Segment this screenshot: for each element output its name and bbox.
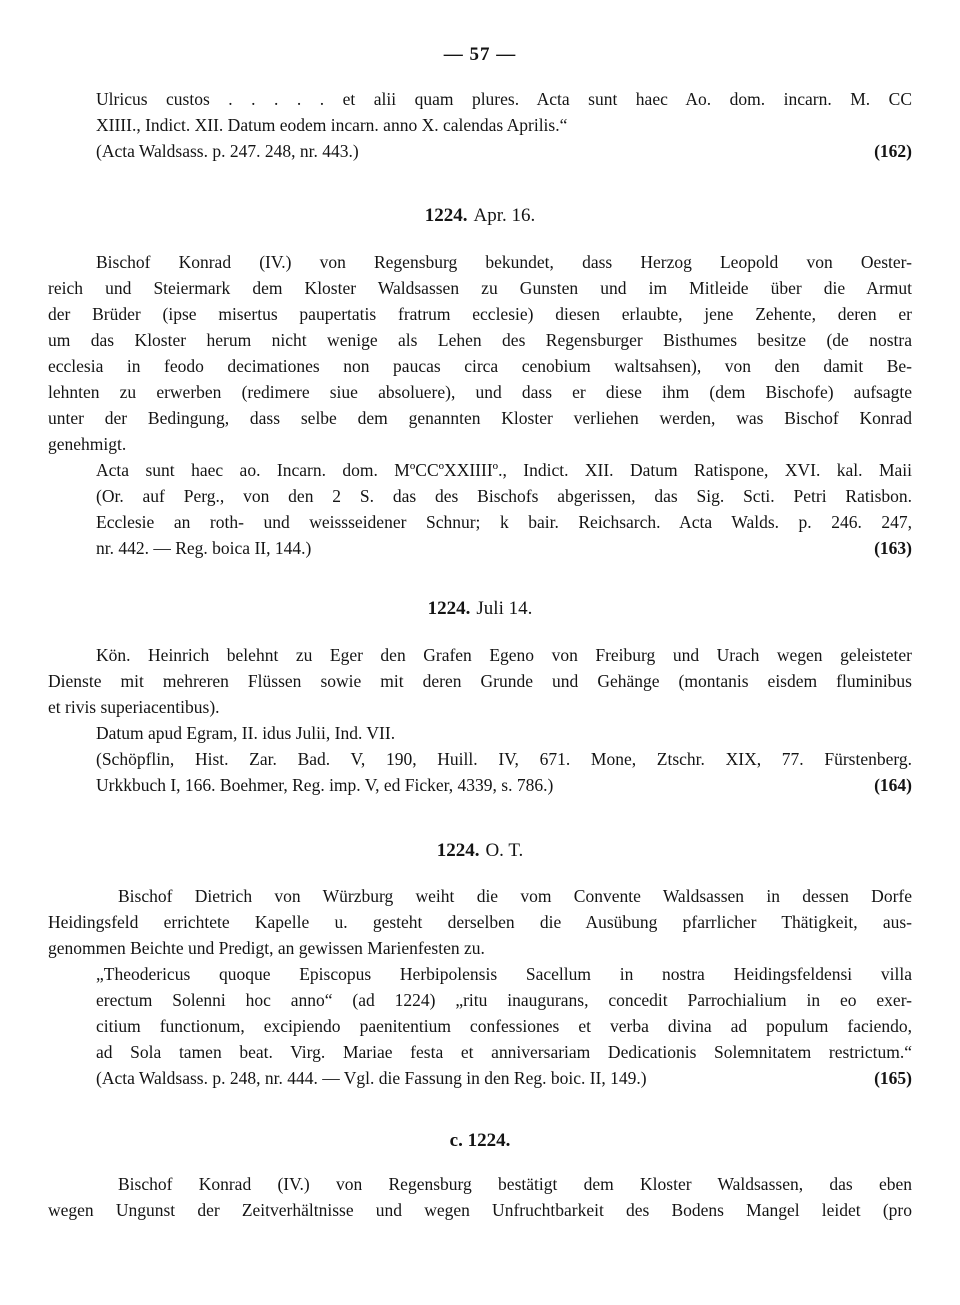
entry-163-source-last: nr. 442. — Reg. boica II, 144.) (96, 538, 312, 558)
entry-166-body-line-2: wegen Ungunst der Zeitverhältnisse und wegen Unfruchtbarkeit des Bodens Mangel leidet (pro (48, 1200, 912, 1220)
entry-165-quote-line-1: „Theodericus quoque Episcopus Herbipolensis Sacellum in nostra Heidingsfeldensi villa (96, 964, 912, 984)
entry-163-body-line-6: lehnten zu erwerben (redimere siue absoluere), und dass er diese ihm (dem Bischofe) aufsagte (48, 382, 912, 402)
entry-165-quote-line-4: ad Sola tamen beat. Virg. Mariae festa et anniversariam Dedicationis Solemnitatem restrictum.“ (96, 1042, 912, 1062)
entry-164-date: Juli 14. (476, 598, 533, 619)
entry-163-source-row (96, 535, 912, 561)
entry-163-source-line-2: Ecclesie an roth- und weissseidener Schnur; k bair. Reichsarch. Acta Walds. p. 246. 247, (96, 512, 912, 532)
entry-165-quote-line-2: erectum Solenni hoc anno“ (ad 1224) „ritu inaugurans, concedit Parrochialium in eo exer- (96, 990, 912, 1010)
entry-166-body-line-1: Bischof Konrad (IV.) von Regensburg bestätigt dem Kloster Waldsassen, das eben (118, 1174, 912, 1194)
entry-163-body-line-2: reich und Steiermark dem Kloster Waldsassen zu Gunsten und im Mitleide über die Armut (48, 278, 912, 298)
entry-163-body-line-3: der Brüder (ipse misertus paupertatis fratrum ecclesie) diesen erlaubte, jene Zehente, deren er (48, 304, 912, 324)
entry-165-number: (165) (874, 1068, 912, 1088)
entry-166-date-heading (0, 1128, 960, 1154)
entry-164-datum: Datum apud Egram, II. idus Julii, Ind. VII. (96, 723, 396, 743)
page-number: — 57 — (443, 44, 517, 65)
entry-165-body-line-3: genommen Beichte und Predigt, an gewissen Marienfesten zu. (48, 938, 485, 958)
entry-164-number: (164) (874, 775, 912, 795)
entry-164-source-last: Urkkbuch I, 166. Boehmer, Reg. imp. V, ed Ficker, 4339, s. 786.) (96, 775, 554, 795)
entry-164-body-line-2: Dienste mit mehreren Flüssen sowie mit deren Grunde und Gehänge (montanis eisdem fluminibus (48, 671, 912, 691)
entry-166-year: c. 1224. (449, 1130, 511, 1151)
entry-164-date-heading (0, 596, 960, 622)
entry-163-number: (163) (874, 538, 912, 558)
entry-163-date: Apr. 16. (473, 205, 536, 226)
entry-163-date-heading (0, 203, 960, 229)
entry-165-body-line-1: Bischof Dietrich von Würzburg weiht die vom Convente Waldsassen in dessen Dorfe (118, 886, 912, 906)
entry-162-line-2: XIIII., Indict. XII. Datum eodem incarn. anno X. calendas Aprilis.“ (96, 115, 568, 135)
entry-163-year: 1224. (424, 205, 468, 226)
entry-163-body-line-4: um das Kloster herum nicht wenige als Lehen des Regensburger Bisthumes besitze (de nostra (48, 330, 912, 350)
entry-164-year: 1224. (427, 598, 471, 619)
entry-163-body-line-7: unter der Bedingung, dass selbe dem genannten Kloster verliehen werden, was Bischof Konrad (48, 408, 912, 428)
entry-164-source-line-1: (Schöpflin, Hist. Zar. Bad. V, 190, Huill. IV, 671. Mone, Ztschr. XIX, 77. Fürstenberg. (96, 749, 912, 769)
entry-165-year: 1224. (436, 840, 480, 861)
entry-163-acta: Acta sunt haec ao. Incarn. dom. MºCCºXXIIIIº., Indict. XII. Datum Ratispone, XVI. kal. Maii (96, 460, 912, 480)
entry-165-source-row (96, 1065, 912, 1091)
entry-165-quote-line-3: citium functionum, excipiendo paenitentium confessiones et verba divina ad populum faciendo, (96, 1016, 912, 1036)
entry-164-body-line-3: et rivis superiacentibus). (48, 697, 220, 717)
entry-162-number: (162) (874, 141, 912, 161)
entry-165-source-last: (Acta Waldsass. p. 248, nr. 444. — Vgl. die Fassung in den Reg. boic. II, 149.) (96, 1068, 647, 1088)
entry-165-body-line-2: Heidingsfeld errichtete Kapelle u. gesteht derselben die Ausübung pfarrlicher Thätigkeit, aus- (48, 912, 912, 932)
entry-162-source-row (96, 138, 912, 164)
entry-165-date: O. T. (485, 840, 524, 861)
entry-163-body-line-8: genehmigt. (48, 434, 127, 454)
entry-164-body-line-1: Kön. Heinrich belehnt zu Eger den Grafen Egeno von Freiburg und Urach wegen geleisteter (96, 645, 912, 665)
entry-164-source-row (96, 772, 912, 798)
entry-162-line-1: Ulricus custos . . . . . et alii quam plures. Acta sunt haec Ao. dom. incarn. M. CC (96, 89, 912, 109)
entry-162-source: (Acta Waldsass. p. 247. 248, nr. 443.) (96, 141, 359, 161)
entry-165-date-heading (0, 838, 960, 864)
entry-163-body-line-1: Bischof Konrad (IV.) von Regensburg bekundet, dass Herzog Leopold von Oester- (96, 252, 912, 272)
entry-163-source-line-1: (Or. auf Perg., von den 2 S. das des Bischofs abgerissen, das Sig. Scti. Petri Ratisbon. (96, 486, 912, 506)
entry-163-body-line-5: ecclesia in feodo decimationes non paucas circa cenobium waltsahsen), von den damit Be- (48, 356, 912, 376)
